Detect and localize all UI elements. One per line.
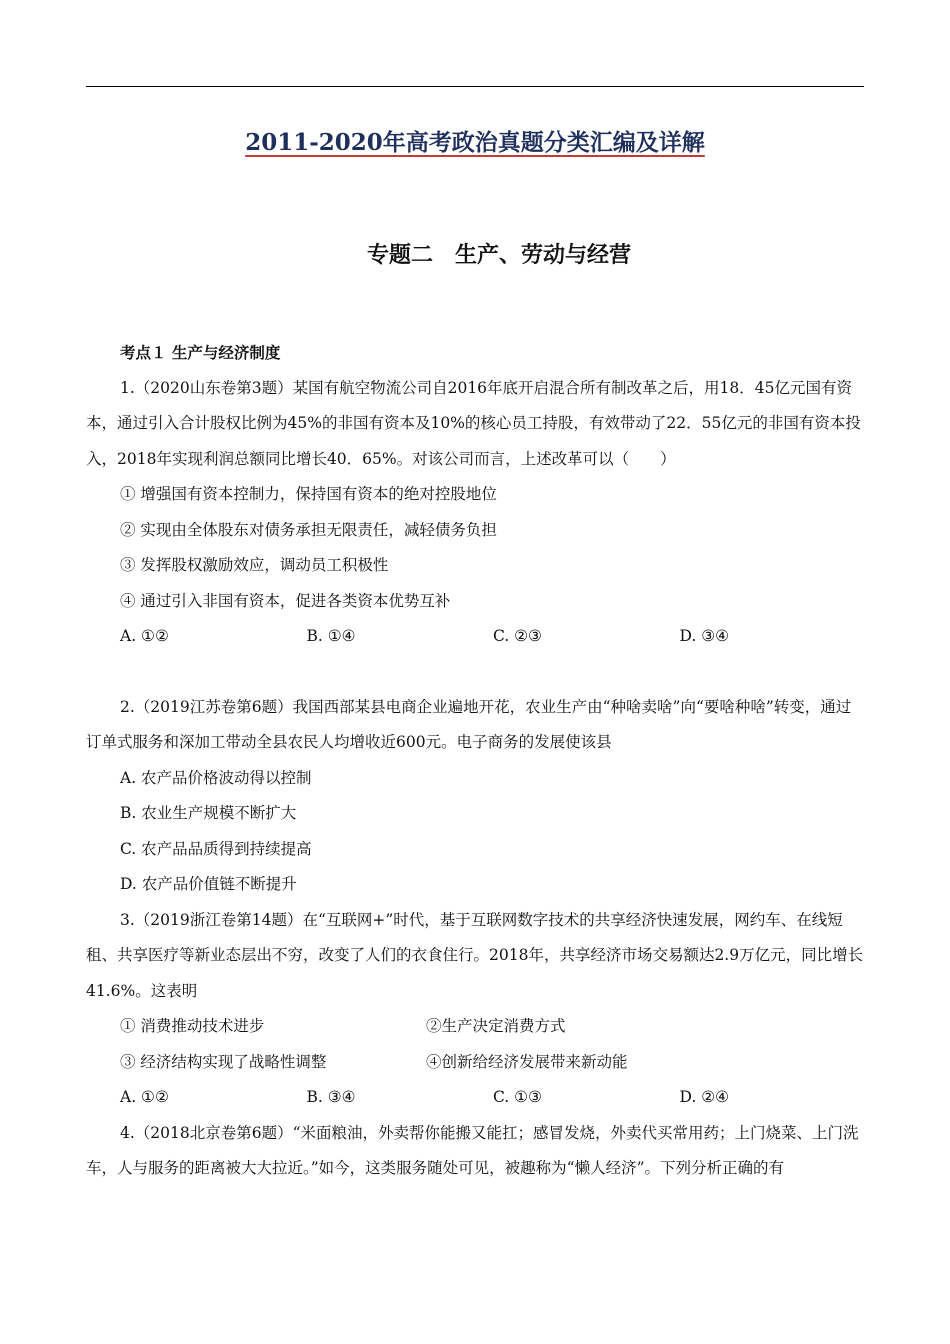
document-title: 2011-2020年高考政治真题分类汇编及详解 — [245, 129, 705, 156]
option-a: A. ①② — [120, 627, 169, 645]
option-c: C. ①③ — [493, 1088, 542, 1106]
section-heading: 考点１ 生产与经济制度 — [120, 343, 281, 362]
option-d: D. ②④ — [679, 1088, 730, 1106]
question-3-item: ③ 经济结构实现了战略性调整 — [120, 1052, 327, 1071]
option-b: B. ①④ — [306, 627, 356, 645]
question-2-stem: 2.（2019江苏卷第6题）我国西部某县电商企业遍地开花，农业生产由“种啥卖啥”向“要啥种啥”转变，通过订单式服务和深加工带动全县农民人均增收近600元。电子商务的发展使该县 — [86, 697, 852, 751]
question-3-item: ① 消费推动技术进步 — [120, 1017, 265, 1035]
question-3-stem: 3.（2019浙江卷第14题）在“互联网+”时代，基于互联网数字技术的共享经济快速发展，网约车、在线短租、共享医疗等新业态层出不穷，改变了人们的衣食住行。2018年，共享经济市场交易额达2.9万亿元，同比增长41.6%。这表明 — [86, 910, 864, 1000]
option-a: A. 农产品价格波动得以控制 — [120, 768, 312, 787]
header-rule — [86, 86, 864, 87]
question-1-item: ① 增强国有资本控制力，保持国有资本的绝对控股地位 — [120, 485, 497, 503]
question-3-item: ②生产决定消费方式 — [426, 1017, 566, 1035]
option-c: C. 农产品品质得到持续提高 — [120, 839, 312, 858]
question-3-item: ④创新给经济发展带来新动能 — [426, 1052, 628, 1071]
question-1-item: ④ 通过引入非国有资本，促进各类资本优势互补 — [120, 591, 451, 610]
question-1-item: ② 实现由全体股东对债务承担无限责任，减轻债务负担 — [120, 520, 497, 539]
question-3-items-row — [86, 1009, 866, 1045]
question-3-options — [86, 1080, 866, 1116]
option-d: D. 农产品价值链不断提升 — [120, 875, 297, 893]
question-1-stem: 1.（2020山东卷第3题）某国有航空物流公司自2016年底开启混合所有制改革之后，用18．45亿元国有资本，通过引入合计股权比例为45%的非国有资本及10%的核心员工持股，有效带动了22．55亿元的非国有资本投入，2018年实现利润总额同比增长40．65%。对该公司而言，上述改革可以（ ） — [86, 378, 861, 468]
question-3-items-row — [86, 1045, 866, 1081]
spacer — [86, 655, 866, 690]
option-a: A. ①② — [120, 1088, 169, 1106]
option-b: B. ③④ — [306, 1088, 356, 1106]
option-c: C. ②③ — [493, 627, 542, 645]
subject-title: 专题二 生产、劳动与经营 — [367, 243, 632, 268]
question-4-stem: 4.（2018北京卷第6题）“米面粮油，外卖帮你能搬又能扛；感冒发烧，外卖代买常用药；上门烧菜、上门洗车，人与服务的距离被大大拉近。”如今，这类服务随处可见，被趣称为“懒人经济”。下列分析正确的有 — [86, 1123, 859, 1177]
question-1-item: ③ 发挥股权激励效应，调动员工积极性 — [120, 556, 389, 574]
option-b: B. 农业生产规模不断扩大 — [120, 804, 297, 822]
document-body — [86, 335, 866, 1187]
question-1-options — [86, 619, 866, 655]
option-d: D. ③④ — [679, 627, 730, 645]
